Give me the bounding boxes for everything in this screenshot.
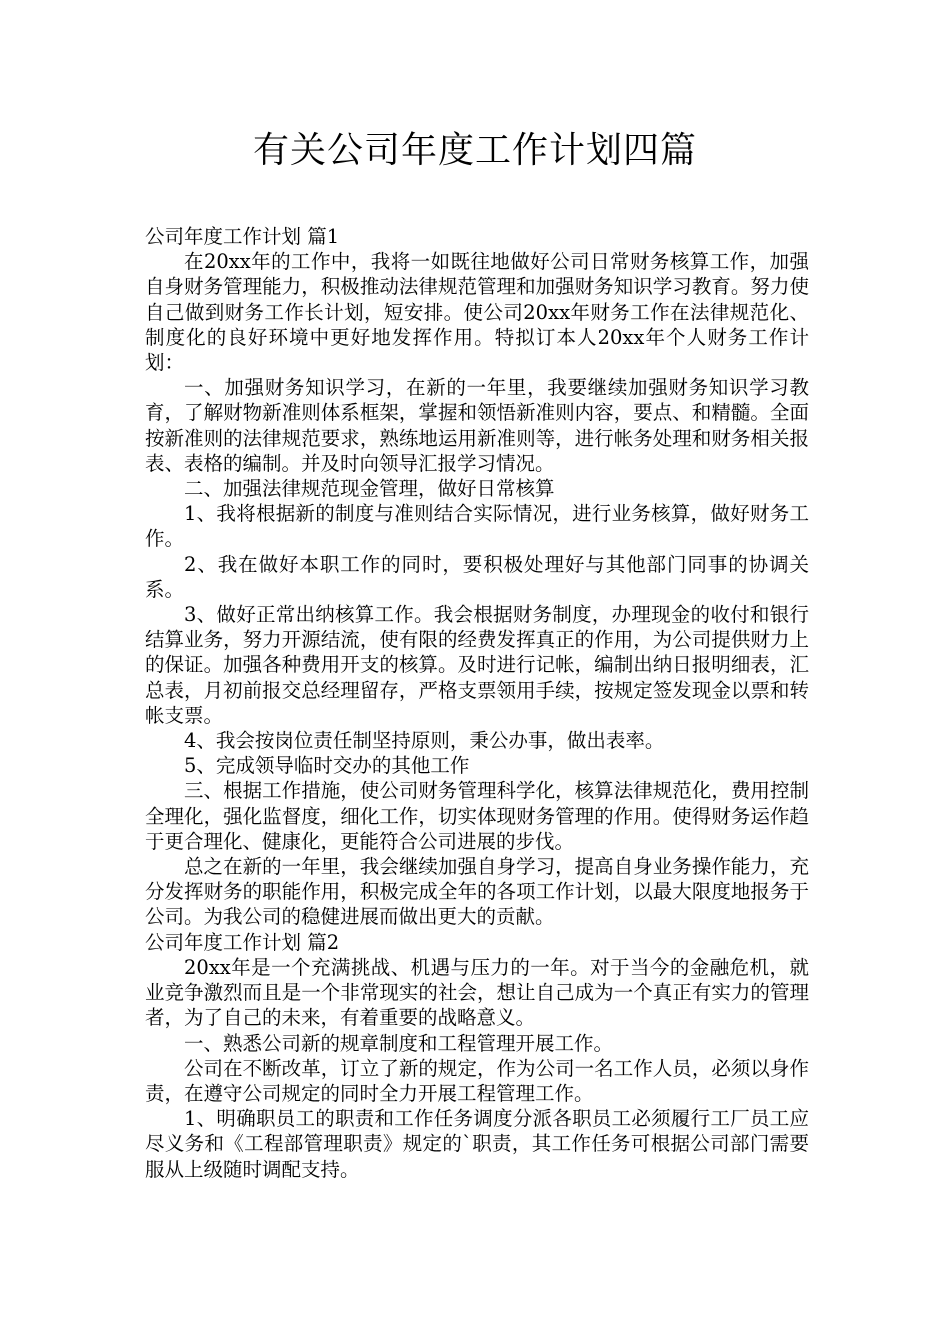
paragraph: 在20xx年的工作中，我将一如既往地做好公司日常财务核算工作，加强自身财务管理能力，积极推动法律规范管理和加强财务知识学习教育。努力使自己做到财务工作长计划，短安排。使公司20xx年财务工作在法律规范化、制度化的良好环境中更好地发挥作用。特拟订本人20xx年个人财务工作计划： [145, 250, 809, 375]
paragraph: 总之在新的一年里，我会继续加强自身学习，提高自身业务操作能力，充分发挥财务的职能作用，积极完成全年的各项工作计划，以最大限度地报务于公司。为我公司的稳健进展而做出更大的贡献。 [145, 855, 809, 929]
paragraph: 公司在不断改革，订立了新的规定，作为公司一名工作人员，必须以身作责，在遵守公司规定的同时全力开展工程管理工作。 [145, 1056, 809, 1105]
paragraph: 一、加强财务知识学习，在新的一年里，我要继续加强财务知识学习教育，了解财物新准则体系框架，掌握和领悟新准则内容，要点、和精髓。全面按新准则的法律规范要求，熟练地运用新准则等，进行帐务处理和财务相关报表、表格的编制。并及时向领导汇报学习情况。 [145, 376, 809, 475]
paragraph: 三、根据工作措施，使公司财务管理科学化，核算法律规范化，费用控制全理化，强化监督度，细化工作，切实体现财务管理的作用。使得财务运作趋于更合理化、健康化，更能符合公司进展的步伐。 [145, 779, 809, 853]
paragraph: 二、加强法律规范现金管理，做好日常核算 [184, 477, 555, 501]
section-heading: 公司年度工作计划 篇2 [145, 930, 340, 954]
paragraph: 1、明确职员工的职责和工作任务调度分派各职员工必须履行工厂员工应尽义务和《工程部管理职责》规定的`职责，其工作任务可根据公司部门需要服从上级随时调配支持。 [145, 1107, 809, 1181]
section-heading: 公司年度工作计划 篇1 [145, 225, 340, 248]
paragraph: 1、我将根据新的制度与准则结合实际情况，进行业务核算，做好财务工作。 [145, 502, 809, 551]
paragraph: 3、做好正常出纳核算工作。我会根据财务制度，办理现金的收付和银行结算业务，努力开源结流，使有限的经费发挥真正的作用，为公司提供财力上的保证。加强各种费用开支的核算。及时进行记帐，编制出纳日报明细表，汇总表，月初前报交总经理留存，严格支票领用手续，按规定签发现金以票和转帐支票。 [145, 603, 809, 727]
paragraph: 4、我会按岗位责任制坚持原则，秉公办事，做出表率。 [184, 729, 665, 753]
paragraph: 20xx年是一个充满挑战、机遇与压力的一年。对于当今的金融危机，就业竞争激烈而且是一个非常现实的社会，想让自己成为一个真正有实力的管理者，为了自己的未来，有着重要的战略意义。 [145, 955, 809, 1030]
document-title: 有关公司年度工作计划四篇 [252, 130, 697, 171]
paragraph: 2、我在做好本职工作的同时，要积极处理好与其他部门同事的协调关系。 [145, 552, 809, 601]
paragraph: 一、熟悉公司新的规章制度和工程管理开展工作。 [184, 1031, 614, 1055]
document-body [145, 224, 809, 1182]
paragraph: 5、完成领导临时交办的其他工作 [184, 754, 470, 778]
